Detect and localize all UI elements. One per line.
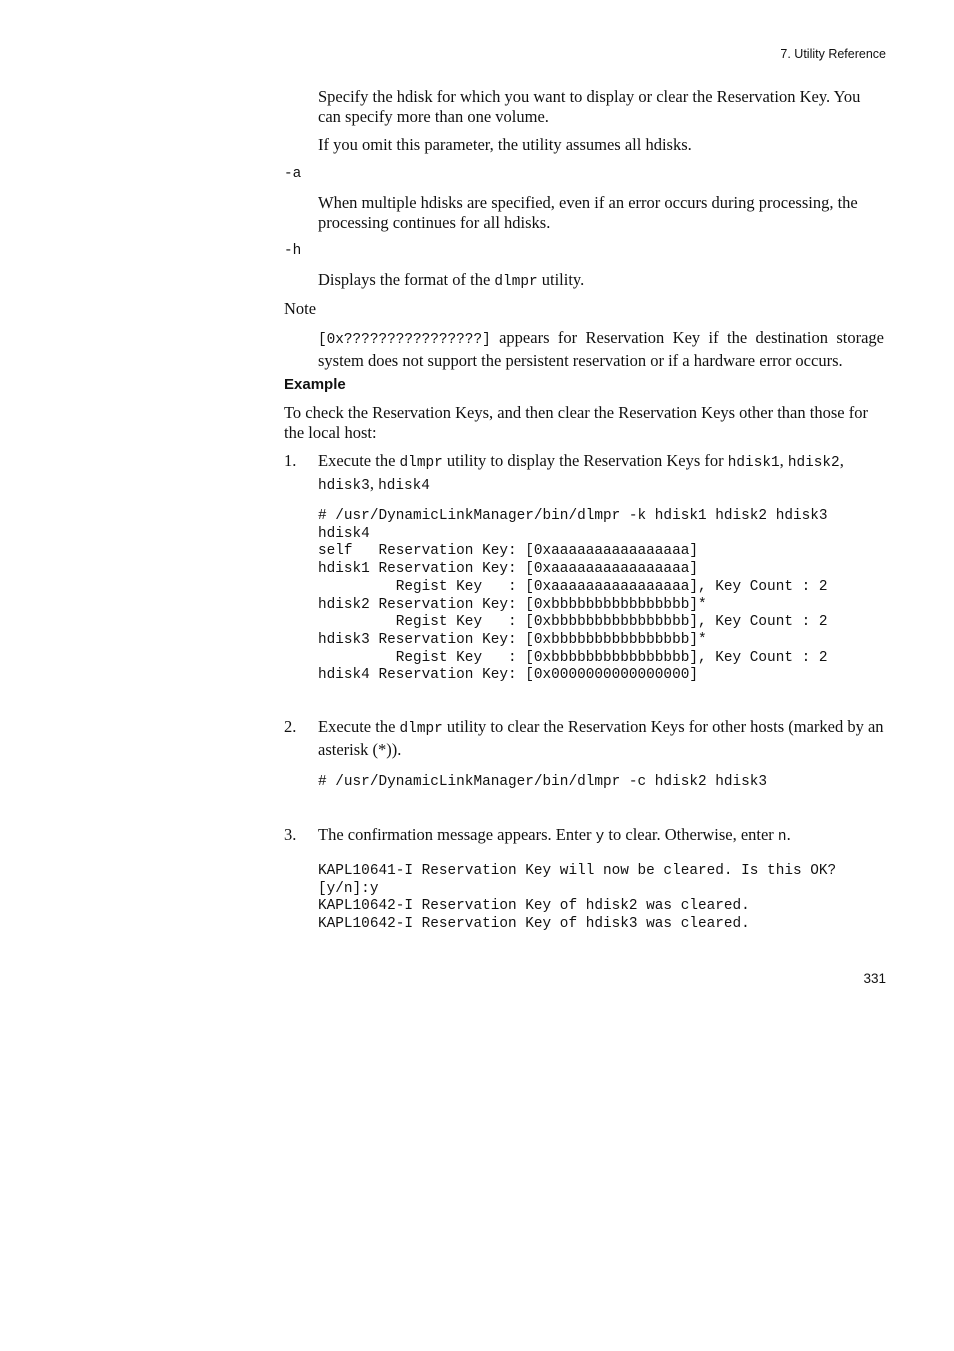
step-3-text: The confirmation message appears. Enter y to clear. Otherwise, enter n. xyxy=(318,825,791,845)
param-h-description: Displays the format of the dlmpr utility. xyxy=(318,270,585,290)
step-3-code-block: KAPL10641-I Reservation Key will now be cleared. Is this OK? [y/n]:y KAPL10642-I Reservation Key of hdisk2 was cleared. KAPL10642-I Reservation Key of hdisk3 was cleared. xyxy=(318,863,837,933)
page-number: 331 xyxy=(863,971,886,986)
running-header: 7. Utility Reference xyxy=(780,47,886,61)
note-text: [0x????????????????] appears for Reservation Key if the destination storage system does not support the persistent reservation or if a hardware error occurs. xyxy=(318,328,884,370)
param-hdisk-description: Specify the hdisk for which you want to display or clear the Reservation Key. You can specify more than one volume. xyxy=(318,87,861,126)
step-2-number: 2. xyxy=(284,717,297,736)
param-a-description: When multiple hdisks are specified, even if an error occurs during processing, the processing continues for all hdisks. xyxy=(318,193,858,232)
param-a-flag: -a xyxy=(284,166,302,182)
step-1-text: Execute the dlmpr utility to display the Reservation Keys for hdisk1, hdisk2, hdisk3, hdisk4 xyxy=(318,451,844,494)
step-2-text: Execute the dlmpr utility to clear the Reservation Keys for other hosts (marked by an asterisk (*)). xyxy=(318,717,884,759)
note-label: Note xyxy=(284,299,317,318)
example-intro: To check the Reservation Keys, and then clear the Reservation Keys other than those for the local host: xyxy=(284,403,868,442)
example-heading: Example xyxy=(284,376,346,393)
step-2-code-block: # /usr/DynamicLinkManager/bin/dlmpr -c hdisk2 hdisk3 xyxy=(318,774,768,790)
param-h-flag: -h xyxy=(284,243,302,259)
step-1-number: 1. xyxy=(284,451,297,470)
step-1-code-block: # /usr/DynamicLinkManager/bin/dlmpr -k hdisk1 hdisk2 hdisk3 hdisk4 self Reservation Key: [0xaaaaaaaaaaaaaaaa] hdisk1 Reservation Key: [0xaaaaaaaaaaaaaaaa] Regist Key : [0xaaaaaaaaaaaaaaaa], Key Count : 2 hdisk2 Reservation Key: [0xbbbbbbbbbbbbbbbb]* Regist Key : [0xbbbbbbbbbbbbbbbb], Key Count : 2 hdisk3 Reservation Key: [0xbbbbbbbbbbbbbbbb]* Regist Key : [0xbbbbbbbbbbbbbbbb], Key Count : 2 hdisk4 Reservation Key: [0x0000000000000000] xyxy=(318,508,828,684)
param-hdisk-default: If you omit this parameter, the utility assumes all hdisks. xyxy=(318,135,692,154)
step-3-number: 3. xyxy=(284,825,297,844)
